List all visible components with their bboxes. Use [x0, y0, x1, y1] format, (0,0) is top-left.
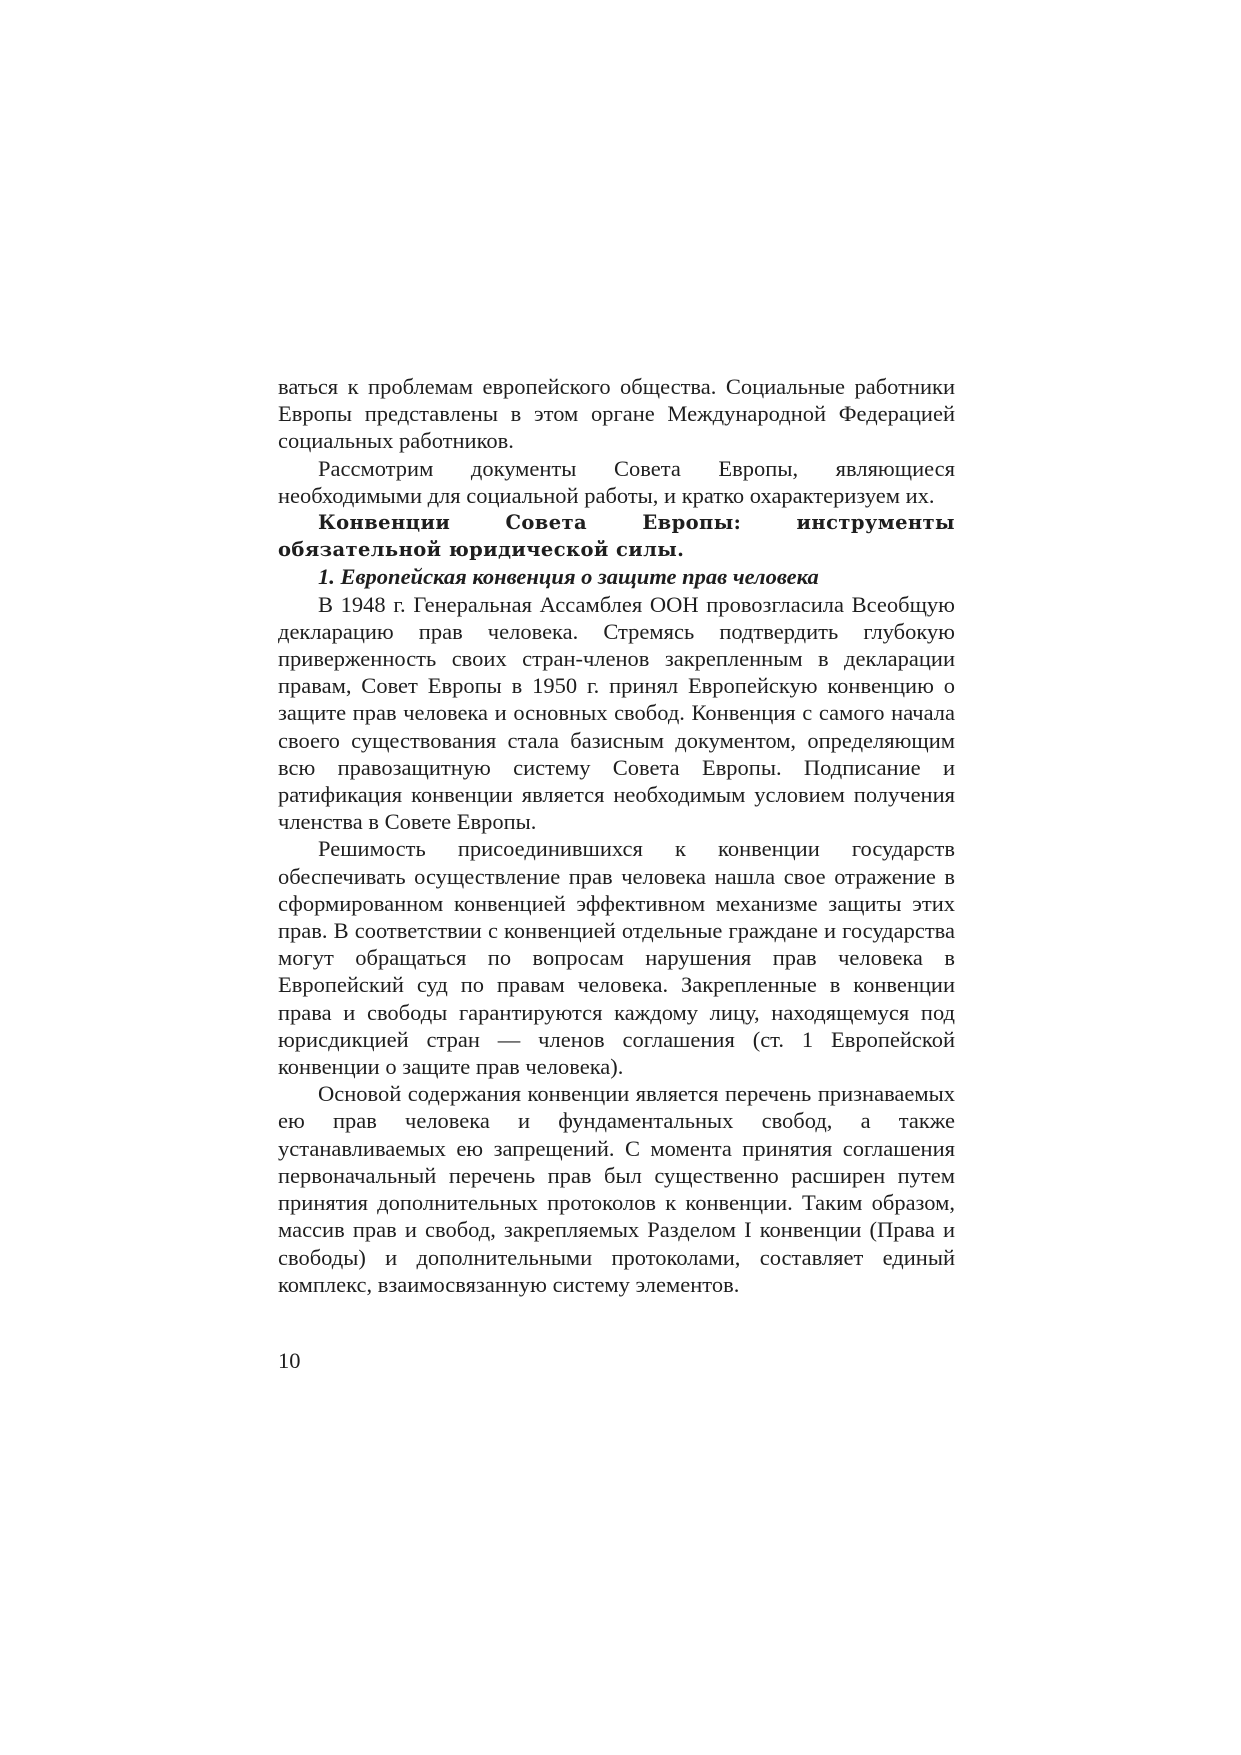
page-number: 10 — [278, 1348, 301, 1373]
paragraph-intro: Рассмотрим документы Совета Европы, являющиеся необходимыми для социальной работы, и кратко охарактеризуем их. — [278, 455, 955, 508]
page-body — [278, 373, 955, 1298]
paragraph-continuation: ваться к проблемам европейского общества. Социальные работники Европы представлены в этом органе Международной Федерацией социальных работников. — [278, 374, 955, 454]
paragraph-content: Основой содержания конвенции является перечень признаваемых ею прав человека и фундаментальных свобод, а также устанавливаемых ею запрещений. С момента принятия соглашения первоначальный перечень прав был существенно расширен путем принятия дополнительных протоколов к конвенции. Таким образом, массив прав и свобод, закрепляемых Разделом I конвенции (Права и свободы) и дополнительными протоколами, составляет единый комплекс, взаимосвязанную систему элементов. — [278, 1081, 955, 1297]
paragraph-mechanism: Решимость присоединившихся к конвенции государств обеспечивать осуществление прав человека нашла свое отражение в сформированном конвенцией эффективном механизме защиты этих прав. В соответствии с конвенцией отдельные граждане и государства могут обращаться по вопросам нарушения прав человека в Европейский суд по правам человека. Закрепленные в конвенции права и свободы гарантируются каждому лицу, находящемуся под юрисдикцией стран — членов соглашения (ст. 1 Европейской конвенции о защите прав человека). — [278, 836, 955, 1080]
section-heading: Конвенции Совета Европы: инструменты обязательной юридической силы. — [278, 511, 955, 562]
subsection-heading: 1. Европейская конвенция о защите прав человека — [318, 564, 819, 590]
paragraph-history: В 1948 г. Генеральная Ассамблея ООН провозгласила Всеобщую декларацию прав человека. Стремясь подтвердить глубокую приверженность своих стран-членов закрепленным в декларации правам, Совет Европы в 1950 г. принял Европейскую конвенцию о защите прав человека и основных свобод. Конвенция с самого начала своего существования стала базисным документом, определяющим всю правозащитную систему Совета Европы. Подписание и ратификация конвенции является необходимым условием получения членства в Совете Европы. — [278, 591, 955, 835]
